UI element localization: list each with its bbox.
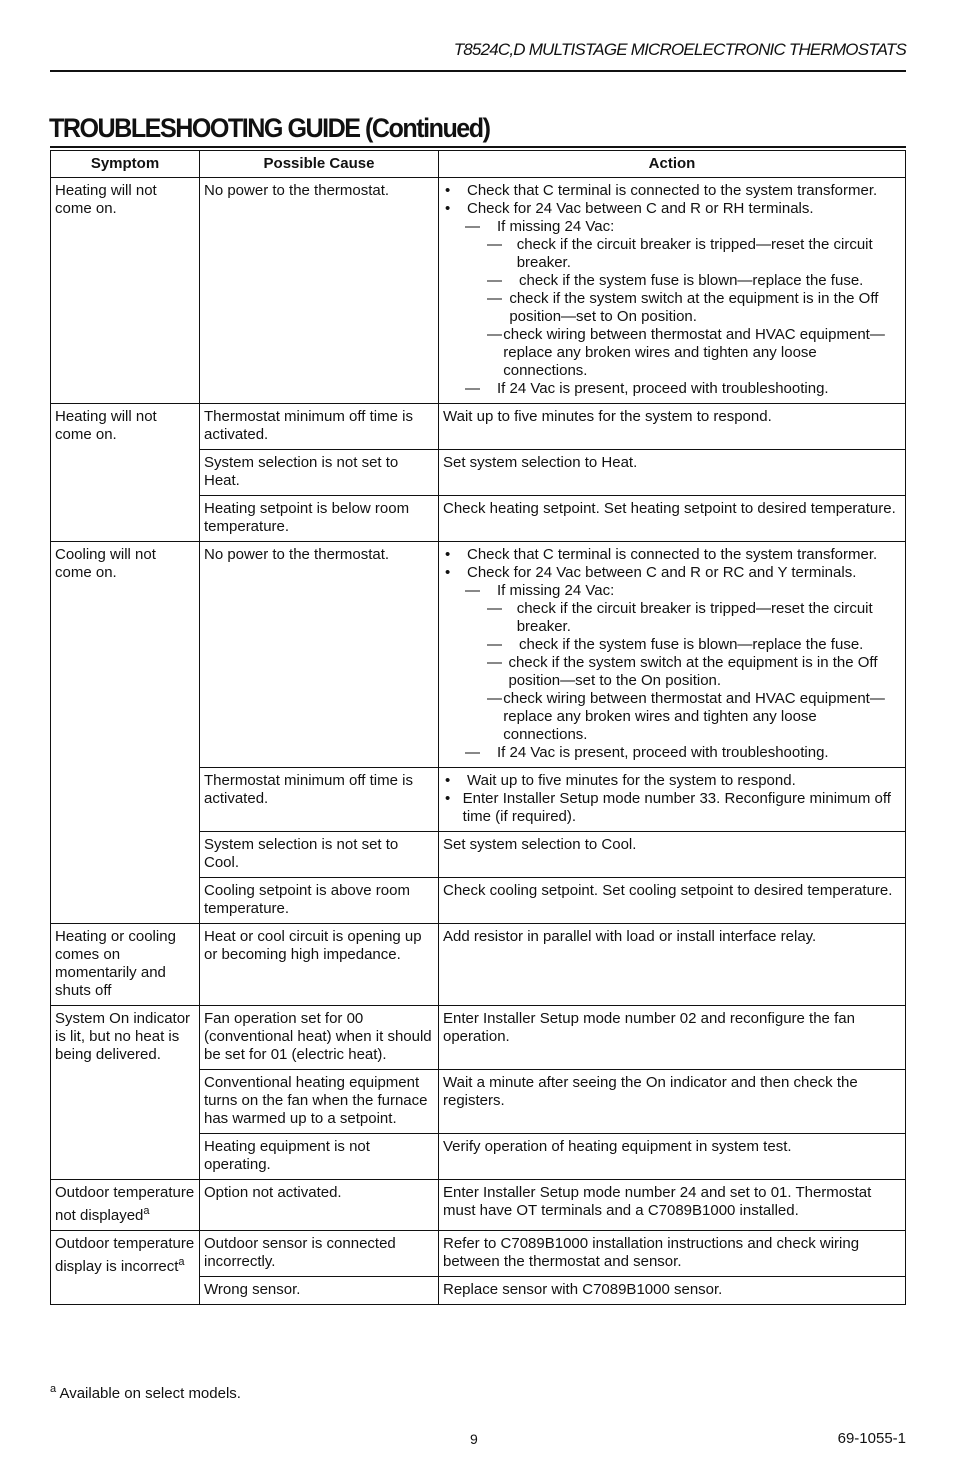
symptom-cell: Cooling will not come on.	[51, 542, 200, 924]
table-row	[51, 542, 906, 768]
cause-cell: System selection is not set to Heat.	[200, 450, 439, 496]
action-line: — check if the system fuse is blown—replace the fuse.	[487, 272, 864, 289]
action-cell: Enter Installer Setup mode number 02 and reconfigure the fan operation.	[439, 1006, 906, 1070]
action-line: — check if the system fuse is blown—replace the fuse.	[487, 636, 864, 653]
action-line: • Check for 24 Vac between C and R or RH terminals.	[445, 200, 814, 217]
cause-cell: Option not activated.	[200, 1180, 439, 1231]
action-line: — If missing 24 Vac:	[465, 582, 615, 599]
action-line: — check wiring between thermostat and HVAC equipment—replace any broken wires and tighten any loose connections.	[487, 326, 885, 379]
action-line: • Enter Installer Setup mode number 33. Reconfigure minimum off time (if required).	[445, 790, 891, 825]
action-line: • Check for 24 Vac between C and R or RC and Y terminals.	[445, 564, 857, 581]
action-cell	[439, 542, 906, 768]
title-rule	[50, 146, 906, 148]
action-cell: Check cooling setpoint. Set cooling setpoint to desired temperature.	[439, 878, 906, 924]
header-rule	[50, 70, 906, 72]
symptom-cell: Heating will not come on.	[51, 404, 200, 542]
cause-cell: System selection is not set to Cool.	[200, 832, 439, 878]
cause-cell: Heating setpoint is below room temperature.	[200, 496, 439, 542]
action-line: — If 24 Vac is present, proceed with troubleshooting.	[465, 380, 829, 397]
cause-cell: Heat or cool circuit is opening up or becoming high impedance.	[200, 924, 439, 1006]
column-header-cause: Possible Cause	[200, 151, 439, 178]
document-number: 69-1055-1	[837, 1430, 906, 1447]
action-cell: Set system selection to Heat.	[439, 450, 906, 496]
action-cell: Enter Installer Setup mode number 24 and set to 01. Thermostat must have OT terminals and a C7089B1000 installed.	[439, 1180, 906, 1231]
table-row	[51, 1231, 906, 1277]
page-number: 9	[470, 1431, 478, 1447]
action-cell	[439, 178, 906, 404]
table-row	[51, 1006, 906, 1070]
symptom-cell: Heating will not come on.	[51, 178, 200, 404]
action-line: • Check that C terminal is connected to the system transformer.	[445, 182, 878, 199]
symptom-cell: Outdoor temperature display is incorrect$^a$	[51, 1231, 200, 1305]
action-cell: Check heating setpoint. Set heating setpoint to desired temperature.	[439, 496, 906, 542]
action-line: — check if the circuit breaker is tripped—reset the circuit breaker.	[487, 236, 873, 271]
symptom-cell: Outdoor temperature not displayed$^a$	[51, 1180, 200, 1231]
action-line: — check if the system switch at the equipment is in the Off position—set to the On position.	[487, 654, 878, 689]
column-header-symptom: Symptom	[51, 151, 200, 178]
cause-cell: No power to the thermostat.	[200, 178, 439, 404]
symptom-cell: System On indicator is lit, but no heat is being delivered.	[51, 1006, 200, 1180]
action-line: — If missing 24 Vac:	[465, 218, 615, 235]
table-row	[51, 178, 906, 404]
cause-cell: Thermostat minimum off time is activated.	[200, 768, 439, 832]
action-line: — If 24 Vac is present, proceed with troubleshooting.	[465, 744, 829, 761]
action-cell	[439, 768, 906, 832]
action-cell: Set system selection to Cool.	[439, 832, 906, 878]
table-row	[51, 1180, 906, 1231]
symptom-cell: Heating or cooling comes on momentarily and shuts off	[51, 924, 200, 1006]
cause-cell: Outdoor sensor is connected incorrectly.	[200, 1231, 439, 1277]
cause-cell: Heating equipment is not operating.	[200, 1134, 439, 1180]
cause-cell: Cooling setpoint is above room temperature.	[200, 878, 439, 924]
table-header-row	[51, 151, 906, 178]
action-line: — check if the system switch at the equipment is in the Off position—set to On position.	[487, 290, 879, 325]
action-cell: Wait a minute after seeing the On indicator and then check the registers.	[439, 1070, 906, 1134]
cause-cell: No power to the thermostat.	[200, 542, 439, 768]
footnote-marker: a	[50, 1383, 57, 1395]
action-line: — check wiring between thermostat and HVAC equipment—replace any broken wires and tighten any loose connections.	[487, 690, 885, 743]
document-header-title: T8524C,D MULTISTAGE MICROELECTRONIC THERMOSTATS	[453, 40, 906, 59]
action-cell: Verify operation of heating equipment in system test.	[439, 1134, 906, 1180]
cause-cell: Wrong sensor.	[200, 1277, 439, 1305]
table-row	[51, 404, 906, 450]
cause-cell: Conventional heating equipment turns on the fan when the furnace has warmed up to a setpoint.	[200, 1070, 439, 1134]
action-line: • Check that C terminal is connected to the system transformer.	[445, 546, 878, 563]
action-cell: Wait up to five minutes for the system to respond.	[439, 404, 906, 450]
troubleshooting-table	[50, 150, 906, 1305]
action-cell: Replace sensor with C7089B1000 sensor.	[439, 1277, 906, 1305]
action-line: — check if the circuit breaker is tripped—reset the circuit breaker.	[487, 600, 873, 635]
section-title: TROUBLESHOOTING GUIDE (Continued)	[49, 113, 490, 143]
cause-cell: Thermostat minimum off time is activated.	[200, 404, 439, 450]
table-row	[51, 924, 906, 1006]
action-cell: Refer to C7089B1000 installation instructions and check wiring between the thermostat and sensor.	[439, 1231, 906, 1277]
column-header-action: Action	[439, 151, 906, 178]
footnote-marker: a	[178, 1256, 185, 1268]
action-line: • Wait up to five minutes for the system to respond.	[445, 772, 796, 789]
action-cell: Add resistor in parallel with load or install interface relay.	[439, 924, 906, 1006]
footnote: $^a$ Available on select models.	[50, 1383, 241, 1402]
footnote-marker: a	[143, 1205, 150, 1217]
cause-cell: Fan operation set for 00 (conventional heat) when it should be set for 01 (electric heat).	[200, 1006, 439, 1070]
